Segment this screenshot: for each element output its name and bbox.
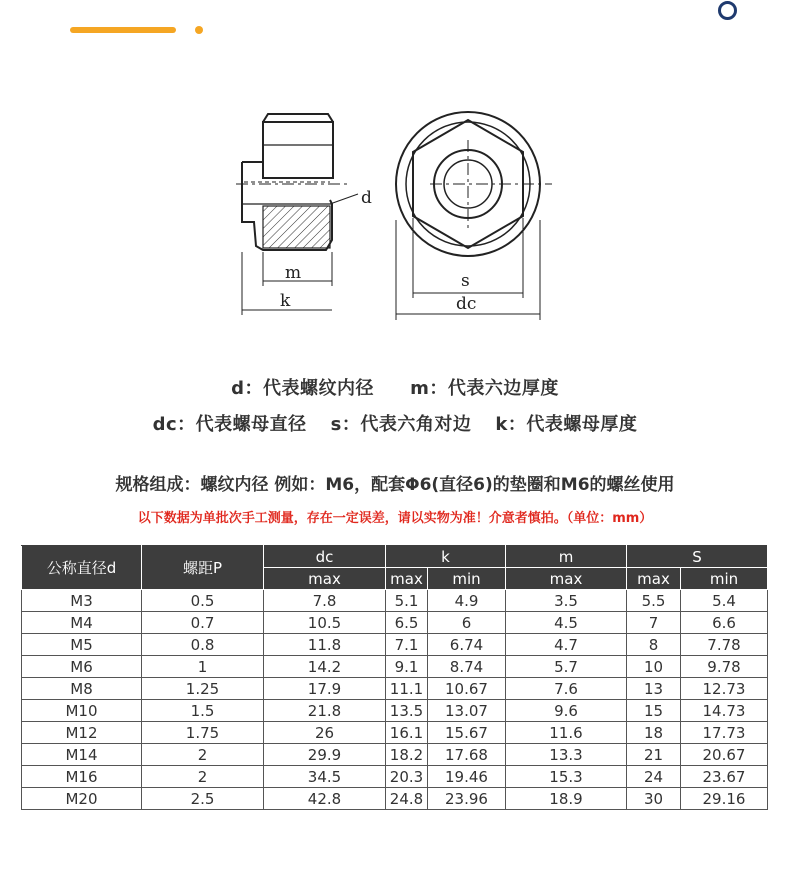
spec-composition-note: 规格组成：螺纹内径 例如：M6，配套Φ6(直径6)的垫圈和M6的螺丝使用 bbox=[115, 475, 675, 495]
cell-s-min: 23.67 bbox=[681, 766, 768, 788]
table-row bbox=[22, 634, 768, 656]
cell-dc-max: 14.2 bbox=[264, 656, 386, 678]
cell-m-max: 3.5 bbox=[506, 590, 627, 612]
cell-pitch: 1.25 bbox=[142, 678, 264, 700]
cell-m-max: 4.5 bbox=[506, 612, 627, 634]
header-k: k bbox=[386, 546, 506, 568]
cell-dc-max: 21.8 bbox=[264, 700, 386, 722]
label-dc: dc bbox=[456, 294, 477, 314]
header-row bbox=[22, 546, 768, 568]
cell-k-max: 9.1 bbox=[386, 656, 428, 678]
cell-k-max: 13.5 bbox=[386, 700, 428, 722]
table-row bbox=[22, 656, 768, 678]
cell-s-min: 6.6 bbox=[681, 612, 768, 634]
cell-nominal: M10 bbox=[22, 700, 142, 722]
cell-nominal: M14 bbox=[22, 744, 142, 766]
cell-pitch: 2 bbox=[142, 766, 264, 788]
cell-dc-max: 11.8 bbox=[264, 634, 386, 656]
cell-dc-max: 10.5 bbox=[264, 612, 386, 634]
cell-dc-max: 29.9 bbox=[264, 744, 386, 766]
cell-k-max: 11.1 bbox=[386, 678, 428, 700]
cell-m-max: 13.3 bbox=[506, 744, 627, 766]
cell-dc-max: 7.8 bbox=[264, 590, 386, 612]
cell-nominal: M12 bbox=[22, 722, 142, 744]
legend-line-2 bbox=[0, 410, 790, 436]
cell-k-max: 16.1 bbox=[386, 722, 428, 744]
cell-s-max: 24 bbox=[627, 766, 681, 788]
cell-s-max: 8 bbox=[627, 634, 681, 656]
cell-s-max: 5.5 bbox=[627, 590, 681, 612]
cell-s-max: 15 bbox=[627, 700, 681, 722]
cell-k-min: 6 bbox=[428, 612, 506, 634]
header-k-min: min bbox=[428, 568, 506, 590]
cell-pitch: 0.7 bbox=[142, 612, 264, 634]
cell-nominal: M5 bbox=[22, 634, 142, 656]
cell-nominal: M6 bbox=[22, 656, 142, 678]
header-dc: dc bbox=[264, 546, 386, 568]
cell-m-max: 9.6 bbox=[506, 700, 627, 722]
cell-nominal: M3 bbox=[22, 590, 142, 612]
legend-line-1 bbox=[0, 374, 790, 400]
table-row bbox=[22, 788, 768, 810]
cell-m-max: 11.6 bbox=[506, 722, 627, 744]
cell-k-min: 8.74 bbox=[428, 656, 506, 678]
legend-d: d：代表螺纹内径 bbox=[231, 378, 375, 399]
cell-k-min: 23.96 bbox=[428, 788, 506, 810]
label-d: d bbox=[361, 188, 372, 208]
spec-table bbox=[21, 545, 768, 810]
section-hatch bbox=[263, 206, 330, 248]
cell-k-max: 18.2 bbox=[386, 744, 428, 766]
cell-dc-max: 42.8 bbox=[264, 788, 386, 810]
cell-dc-max: 17.9 bbox=[264, 678, 386, 700]
cell-dc-max: 34.5 bbox=[264, 766, 386, 788]
cell-m-max: 4.7 bbox=[506, 634, 627, 656]
cell-s-min: 9.78 bbox=[681, 656, 768, 678]
label-s: s bbox=[461, 271, 470, 291]
cell-nominal: M16 bbox=[22, 766, 142, 788]
cell-k-min: 6.74 bbox=[428, 634, 506, 656]
cell-pitch: 1 bbox=[142, 656, 264, 678]
legend-k: k：代表螺母厚度 bbox=[495, 414, 638, 435]
cell-dc-max: 26 bbox=[264, 722, 386, 744]
cell-s-max: 18 bbox=[627, 722, 681, 744]
cell-nominal: M8 bbox=[22, 678, 142, 700]
cell-pitch: 2 bbox=[142, 744, 264, 766]
table-row bbox=[22, 590, 768, 612]
header-s-min: min bbox=[681, 568, 768, 590]
table-row bbox=[22, 766, 768, 788]
header-nominal: 公称直径d bbox=[22, 546, 142, 590]
cell-k-min: 13.07 bbox=[428, 700, 506, 722]
cell-pitch: 1.75 bbox=[142, 722, 264, 744]
header-s: S bbox=[627, 546, 768, 568]
top-view bbox=[396, 112, 552, 256]
header-m: m bbox=[506, 546, 627, 568]
cell-k-max: 7.1 bbox=[386, 634, 428, 656]
label-m: m bbox=[285, 263, 302, 283]
cell-k-min: 10.67 bbox=[428, 678, 506, 700]
cell-s-max: 21 bbox=[627, 744, 681, 766]
header-m-max: max bbox=[506, 568, 627, 590]
cell-s-max: 10 bbox=[627, 656, 681, 678]
ring-icon bbox=[718, 1, 737, 20]
legend-m: m：代表六边厚度 bbox=[410, 378, 559, 399]
cell-pitch: 0.8 bbox=[142, 634, 264, 656]
accent-dot bbox=[195, 26, 203, 34]
header-s-max: max bbox=[627, 568, 681, 590]
cell-k-min: 19.46 bbox=[428, 766, 506, 788]
spec-table-body bbox=[22, 590, 768, 810]
cell-nominal: M4 bbox=[22, 612, 142, 634]
table-row bbox=[22, 744, 768, 766]
cell-s-max: 30 bbox=[627, 788, 681, 810]
label-k: k bbox=[280, 291, 291, 311]
nut-technical-drawing bbox=[230, 100, 560, 330]
header-k-max: max bbox=[386, 568, 428, 590]
measurement-warning: 以下数据为单批次手工测量，存在一定误差，请以实物为准！介意者慎拍。（单位：mm） bbox=[137, 511, 653, 526]
cell-s-max: 13 bbox=[627, 678, 681, 700]
cell-pitch: 1.5 bbox=[142, 700, 264, 722]
cell-m-max: 15.3 bbox=[506, 766, 627, 788]
cell-s-min: 14.73 bbox=[681, 700, 768, 722]
legend-dc: dc：代表螺母直径 bbox=[152, 414, 307, 435]
cell-m-max: 7.6 bbox=[506, 678, 627, 700]
table-row bbox=[22, 678, 768, 700]
cell-nominal: M20 bbox=[22, 788, 142, 810]
table-row bbox=[22, 700, 768, 722]
cell-s-min: 29.16 bbox=[681, 788, 768, 810]
table-row bbox=[22, 722, 768, 744]
cell-k-max: 24.8 bbox=[386, 788, 428, 810]
cell-pitch: 0.5 bbox=[142, 590, 264, 612]
cell-k-max: 20.3 bbox=[386, 766, 428, 788]
cell-k-min: 15.67 bbox=[428, 722, 506, 744]
cell-pitch: 2.5 bbox=[142, 788, 264, 810]
cell-k-min: 4.9 bbox=[428, 590, 506, 612]
table-row bbox=[22, 612, 768, 634]
cell-k-max: 6.5 bbox=[386, 612, 428, 634]
legend-s: s：代表六角对边 bbox=[330, 414, 472, 435]
cell-k-min: 17.68 bbox=[428, 744, 506, 766]
cell-k-max: 5.1 bbox=[386, 590, 428, 612]
cell-s-max: 7 bbox=[627, 612, 681, 634]
cell-m-max: 5.7 bbox=[506, 656, 627, 678]
cell-s-min: 20.67 bbox=[681, 744, 768, 766]
cell-m-max: 18.9 bbox=[506, 788, 627, 810]
cell-s-min: 17.73 bbox=[681, 722, 768, 744]
accent-bar bbox=[70, 27, 176, 33]
cell-s-min: 12.73 bbox=[681, 678, 768, 700]
header-dc-max: max bbox=[264, 568, 386, 590]
cell-s-min: 5.4 bbox=[681, 590, 768, 612]
cell-s-min: 7.78 bbox=[681, 634, 768, 656]
header-pitch: 螺距P bbox=[142, 546, 264, 590]
